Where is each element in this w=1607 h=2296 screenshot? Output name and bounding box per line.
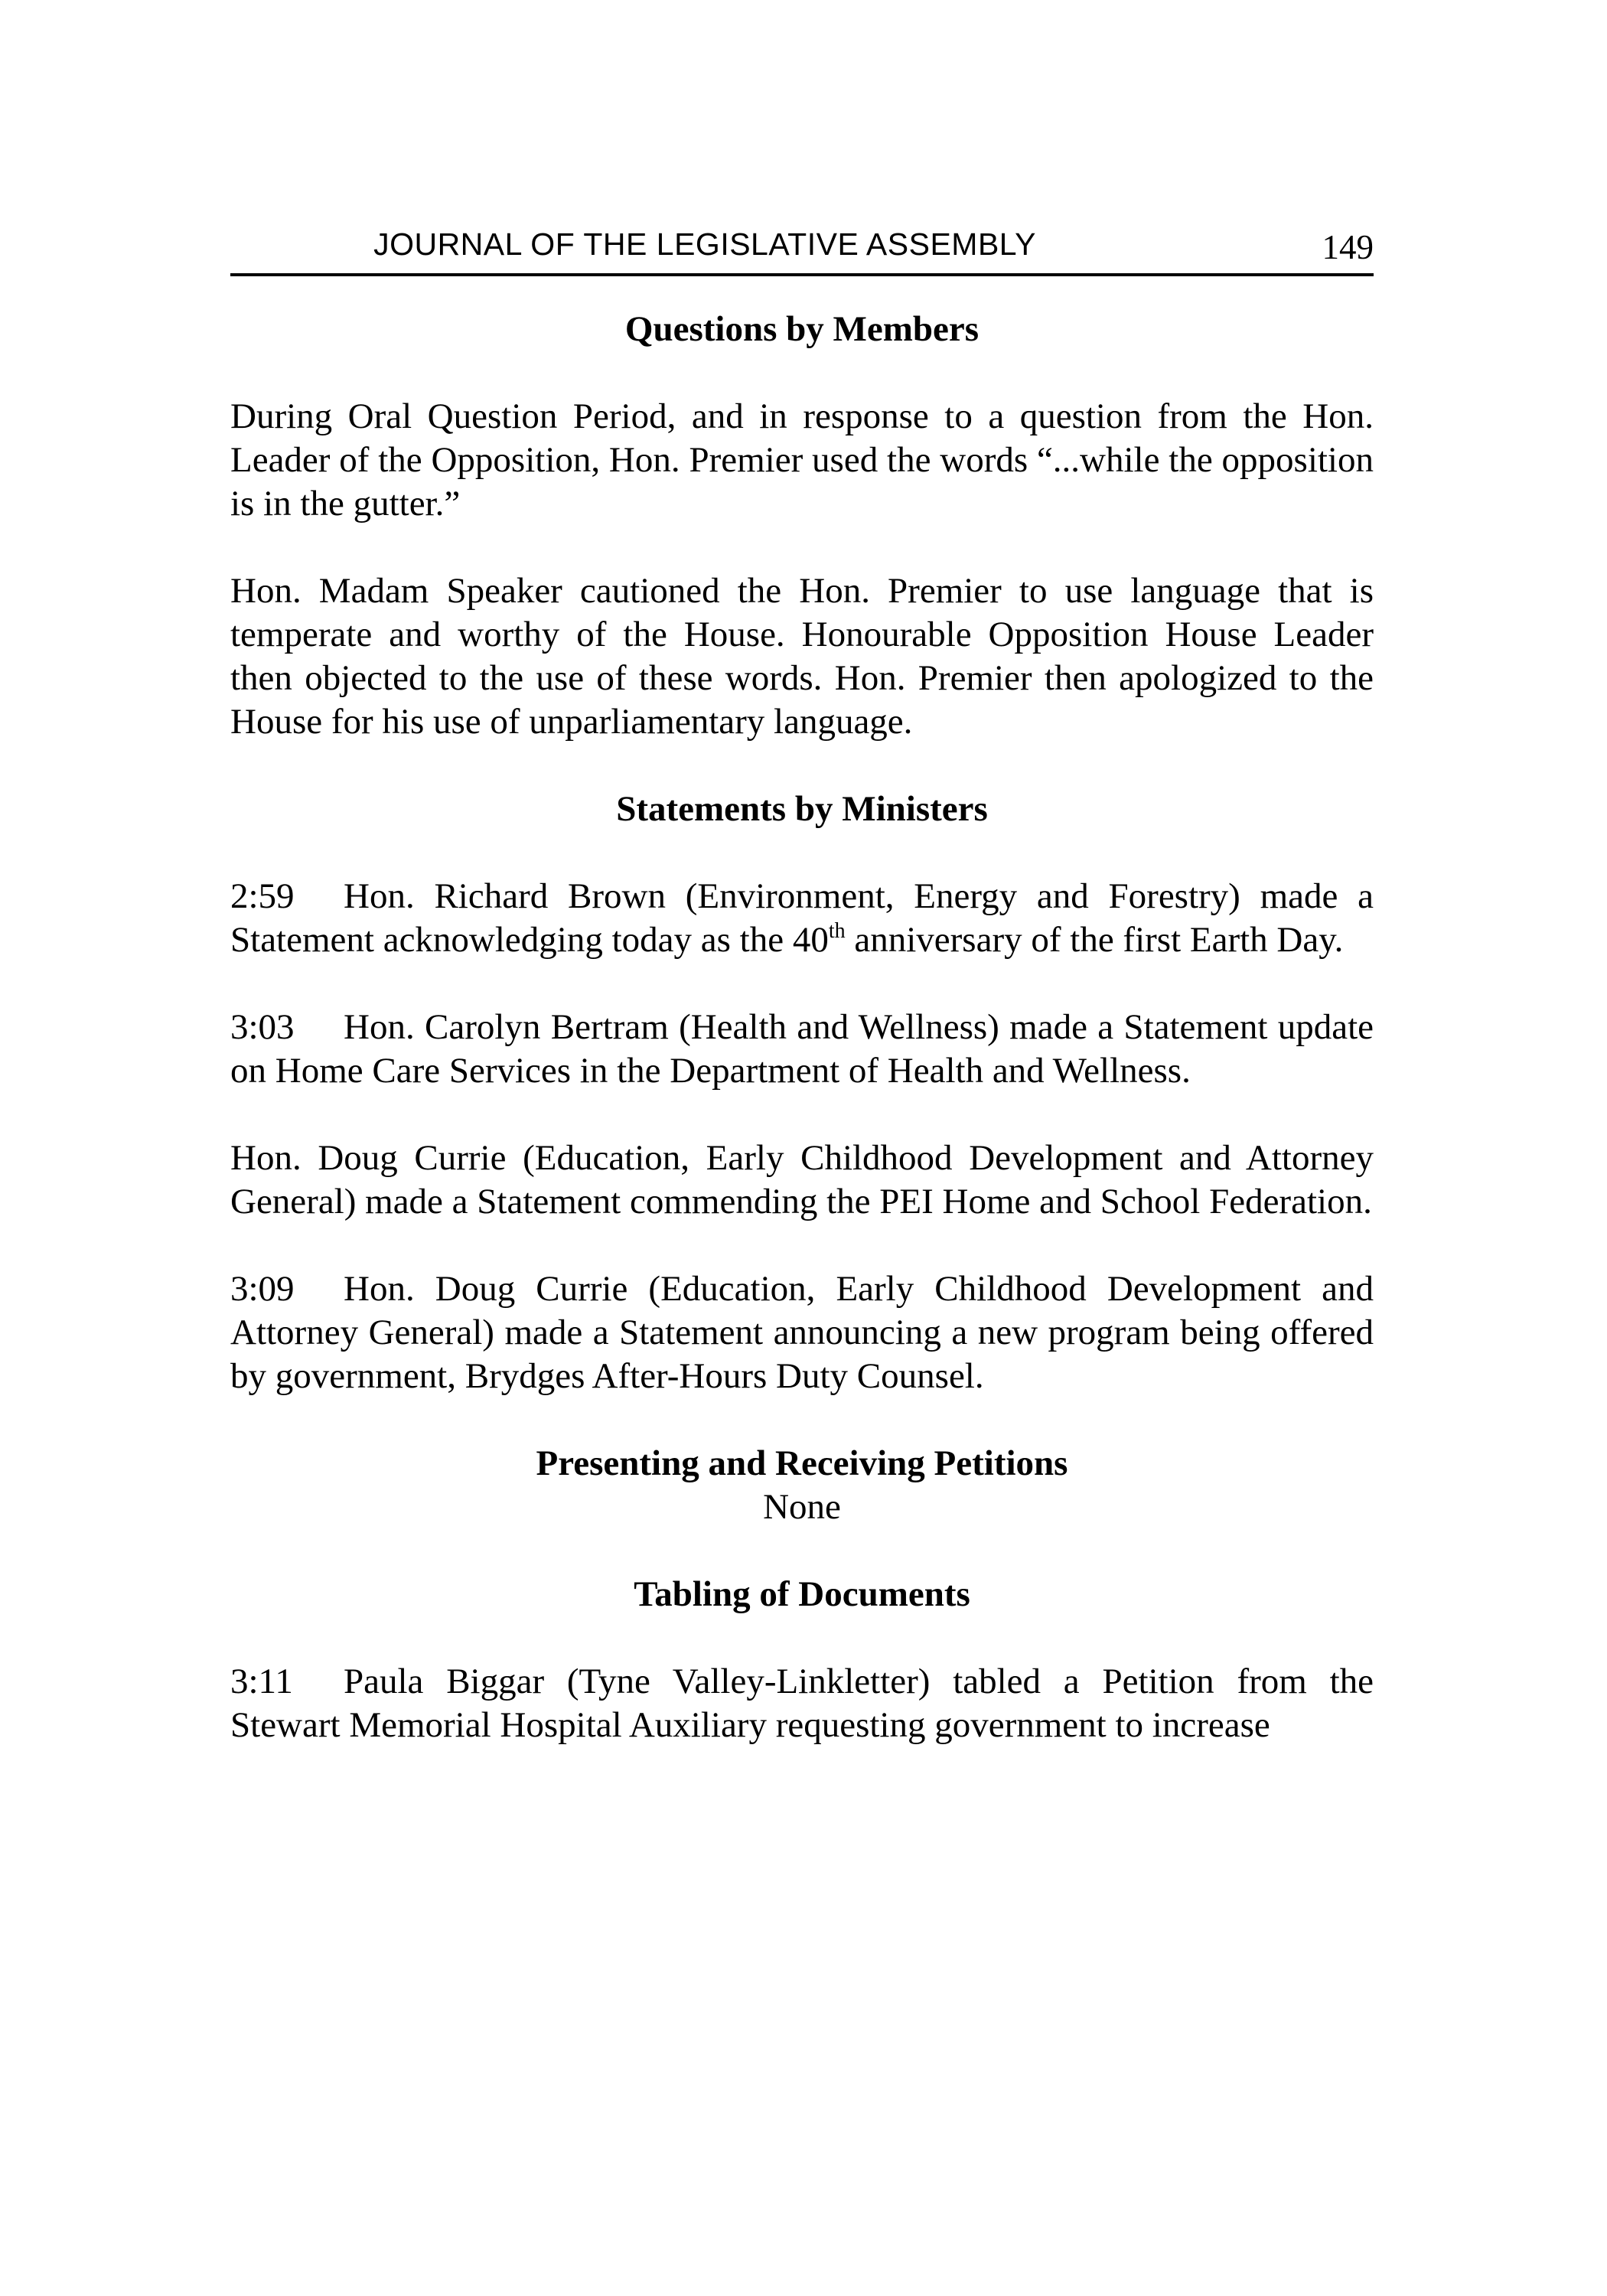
tabling-1 — [230, 1660, 1374, 1747]
petitions-heading: Presenting and Receiving Petitions — [536, 1443, 1068, 1483]
statement-2 — [230, 1006, 1374, 1093]
statements-heading: Statements by Ministers — [616, 789, 988, 829]
statement-4-text: Hon. Doug Currie (Education, Early Childhood Development and Attorney General) made a Statement announcing a new program being offered by government, Brydges After-Hours Duty Counsel. — [230, 1269, 1374, 1396]
statement-3: Hon. Doug Currie (Education, Early Childhood Development and Attorney General) made a Statement commending the PEI Home and School Federation. — [230, 1138, 1374, 1221]
statement-1-text-end: anniversary of the first Earth Day. — [845, 920, 1344, 960]
page-header — [230, 225, 1374, 276]
questions-heading: Questions by Members — [624, 309, 980, 349]
tabling-1-text: Paula Biggar (Tyne Valley-Linkletter) tabled a Petition from the Stewart Memorial Hospital Auxiliary requesting government to increase — [230, 1662, 1374, 1745]
statement-4 — [230, 1267, 1374, 1398]
tabling-1-time: 3:11 — [230, 1662, 293, 1701]
header-rule — [230, 273, 1374, 276]
journal-title: JOURNAL OF THE LEGISLATIVE ASSEMBLY — [373, 227, 1036, 262]
questions-paragraph-2: Hon. Madam Speaker cautioned the Hon. Premier to use language that is temperate and worthy of the House. Honourable Opposition House Leader then objected to the use of these words. Hon. Premier then apologized to the House for his use of unparliamentary language. — [230, 571, 1374, 742]
questions-paragraph-1: During Oral Question Period, and in response to a question from the Hon. Leader of the Opposition, Hon. Premier used the words “...while the opposition is in the gutter.” — [230, 396, 1374, 523]
statement-4-time: 3:09 — [230, 1269, 295, 1309]
page-content — [230, 308, 1374, 1747]
statement-2-time: 3:03 — [230, 1007, 295, 1047]
tabling-heading: Tabling of Documents — [634, 1574, 970, 1614]
statement-1-time: 2:59 — [230, 876, 295, 916]
statement-1-text: Hon. Richard Brown (Environment, Energy and Forestry) made a Statement acknowledging today as the 40 — [230, 876, 1374, 960]
petitions-none: None — [763, 1487, 841, 1527]
statement-1 — [230, 875, 1374, 962]
statement-2-text: Hon. Carolyn Bertram (Health and Wellness) made a Statement update on Home Care Services in the Department of Health and Wellness. — [230, 1007, 1374, 1091]
page-number: 149 — [1322, 228, 1374, 266]
statement-1-superscript: th — [828, 919, 846, 943]
